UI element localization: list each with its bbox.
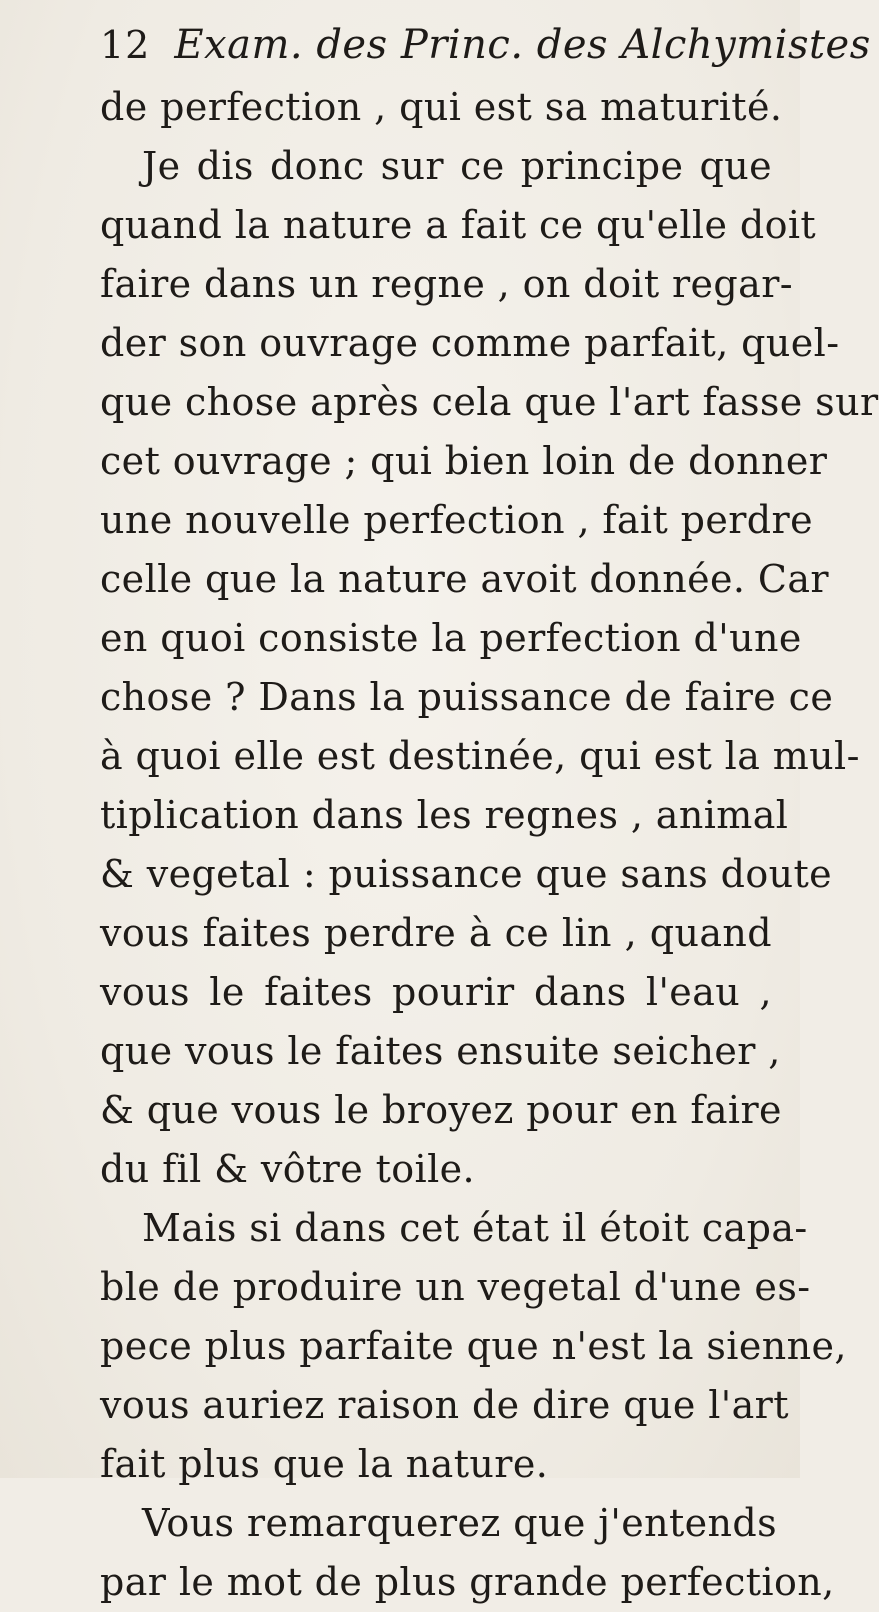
text-line: que chose après cela que l'art fasse sur xyxy=(100,380,879,424)
text-line: vous le faites pourir dans l'eau , xyxy=(100,970,772,1014)
text-line: Vous remarquerez que j'entends xyxy=(142,1501,778,1545)
text-line: Je dis donc sur ce principe que xyxy=(142,144,772,188)
text-line: une nouvelle perfection , fait perdre xyxy=(100,498,813,542)
text-line: cet ouvrage ; qui bien loin de donner xyxy=(100,439,828,483)
text-line: que vous le faites ensuite seicher , xyxy=(100,1029,781,1073)
text-line: quand la nature a fait ce qu'elle doit xyxy=(100,203,817,247)
text-line: & que vous le broyez pour en faire xyxy=(100,1088,782,1132)
text-line: fait plus que la nature. xyxy=(100,1442,549,1486)
text-line: de perfection , qui est sa maturité. xyxy=(100,85,783,129)
text-line: der son ouvrage comme parfait, quel- xyxy=(100,321,840,365)
text-line: vous faites perdre à ce lin , quand xyxy=(100,911,772,955)
text-line: pece plus parfaite que n'est la sienne, xyxy=(100,1324,847,1368)
text-line: en quoi consiste la perfection d'une xyxy=(100,616,802,660)
text-line: à quoi elle est destinée, qui est la mul- xyxy=(100,734,860,778)
text-line: celle que la nature avoit donnée. Car xyxy=(100,557,829,601)
text-line: tiplication dans les regnes , animal xyxy=(100,793,789,837)
text-line: vous auriez raison de dire que l'art xyxy=(100,1383,789,1427)
text-line: ble de produire un vegetal d'une es- xyxy=(100,1265,811,1309)
text-line: Mais si dans cet état il étoit capa- xyxy=(142,1206,808,1250)
text-line: & vegetal : puissance que sans doute xyxy=(100,852,833,896)
text-line: faire dans un regne , on doit regar- xyxy=(100,262,794,306)
text-line: du fil & vôtre toile. xyxy=(100,1147,476,1191)
body-text xyxy=(100,78,879,1612)
text-line: par le mot de plus grande perfection, xyxy=(100,1560,835,1604)
text-line: chose ? Dans la puissance de faire ce xyxy=(100,675,834,719)
running-title: Exam. des Princ. des Alchymistes xyxy=(174,22,871,68)
page-header xyxy=(100,22,871,82)
page-number: 12 xyxy=(100,23,151,67)
